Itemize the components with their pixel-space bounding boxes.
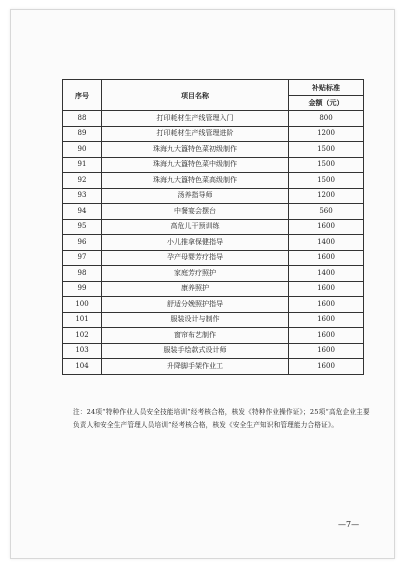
cell-seq: 95 bbox=[63, 219, 102, 235]
cell-seq: 100 bbox=[63, 297, 102, 313]
header-name: 项目名称 bbox=[102, 80, 289, 111]
table-row bbox=[63, 266, 364, 282]
cell-name: 打印耗材生产线管理进阶 bbox=[102, 126, 289, 142]
cell-name: 窗帘布艺制作 bbox=[102, 328, 289, 344]
cell-seq: 101 bbox=[63, 312, 102, 328]
cell-amount: 1200 bbox=[289, 126, 364, 142]
cell-seq: 104 bbox=[63, 359, 102, 375]
cell-seq: 90 bbox=[63, 142, 102, 158]
cell-name: 中餐宴会摆台 bbox=[102, 204, 289, 220]
cell-name: 孕产母婴芳疗指导 bbox=[102, 250, 289, 266]
cell-amount: 800 bbox=[289, 111, 364, 127]
cell-seq: 88 bbox=[63, 111, 102, 127]
table-header bbox=[63, 80, 364, 111]
cell-amount: 1400 bbox=[289, 235, 364, 251]
cell-amount: 1600 bbox=[289, 281, 364, 297]
table-row bbox=[63, 111, 364, 127]
cell-amount: 1500 bbox=[289, 142, 364, 158]
table-row bbox=[63, 188, 364, 204]
cell-name: 珠海九大簋特色菜高级制作 bbox=[102, 173, 289, 189]
header-amount: 金额（元） bbox=[289, 95, 364, 111]
table-row bbox=[63, 235, 364, 251]
cell-seq: 89 bbox=[63, 126, 102, 142]
cell-name: 小儿推拿保健指导 bbox=[102, 235, 289, 251]
cell-amount: 1500 bbox=[289, 157, 364, 173]
cell-amount: 1500 bbox=[289, 173, 364, 189]
cell-name: 珠海九大簋特色菜中级制作 bbox=[102, 157, 289, 173]
table-row bbox=[63, 173, 364, 189]
table-row bbox=[63, 204, 364, 220]
table-row bbox=[63, 297, 364, 313]
cell-amount: 560 bbox=[289, 204, 364, 220]
cell-name: 康养照护 bbox=[102, 281, 289, 297]
header-subsidy-standard: 补贴标准 bbox=[289, 80, 364, 96]
cell-name: 服装手绘款式设计师 bbox=[102, 343, 289, 359]
table-row bbox=[63, 343, 364, 359]
cell-amount: 1600 bbox=[289, 343, 364, 359]
table-row bbox=[63, 281, 364, 297]
cell-amount: 1600 bbox=[289, 219, 364, 235]
cell-seq: 103 bbox=[63, 343, 102, 359]
cell-amount: 1400 bbox=[289, 266, 364, 282]
table-row bbox=[63, 359, 364, 375]
table-row bbox=[63, 219, 364, 235]
cell-amount: 1600 bbox=[289, 297, 364, 313]
cell-amount: 1200 bbox=[289, 188, 364, 204]
subsidy-table bbox=[62, 79, 364, 375]
cell-seq: 102 bbox=[63, 328, 102, 344]
cell-name: 舒适分娩照护指导 bbox=[102, 297, 289, 313]
cell-seq: 97 bbox=[63, 250, 102, 266]
table-body bbox=[63, 111, 364, 375]
cell-amount: 1600 bbox=[289, 359, 364, 375]
header-seq: 序号 bbox=[63, 80, 102, 111]
cell-amount: 1600 bbox=[289, 328, 364, 344]
cell-seq: 92 bbox=[63, 173, 102, 189]
cell-seq: 99 bbox=[63, 281, 102, 297]
cell-seq: 96 bbox=[63, 235, 102, 251]
cell-name: 服装设计与制作 bbox=[102, 312, 289, 328]
cell-name: 家庭芳疗照护 bbox=[102, 266, 289, 282]
table-row bbox=[63, 250, 364, 266]
table-row bbox=[63, 126, 364, 142]
cell-amount: 1600 bbox=[289, 312, 364, 328]
cell-seq: 93 bbox=[63, 188, 102, 204]
table-row bbox=[63, 328, 364, 344]
table-row bbox=[63, 312, 364, 328]
cell-name: 高危儿干预训练 bbox=[102, 219, 289, 235]
cell-seq: 94 bbox=[63, 204, 102, 220]
table-row bbox=[63, 157, 364, 173]
cell-name: 升降脚手架作业工 bbox=[102, 359, 289, 375]
footnote: 注：24项“特种作业人员安全技能培训”经考核合格，核发《特种作业操作证》；25项“高危企业主要负责人和安全生产管理人员培训”经考核合格，核发《安全生产知识和管理能力合格证》。 bbox=[73, 408, 370, 429]
cell-seq: 91 bbox=[63, 157, 102, 173]
document-page bbox=[10, 9, 395, 559]
cell-seq: 98 bbox=[63, 266, 102, 282]
page-number: —7— bbox=[338, 520, 360, 529]
cell-name: 打印耗材生产线管理入门 bbox=[102, 111, 289, 127]
table-row bbox=[63, 142, 364, 158]
cell-amount: 1600 bbox=[289, 250, 364, 266]
cell-name: 珠海九大簋特色菜初级制作 bbox=[102, 142, 289, 158]
cell-name: 汤养指导师 bbox=[102, 188, 289, 204]
